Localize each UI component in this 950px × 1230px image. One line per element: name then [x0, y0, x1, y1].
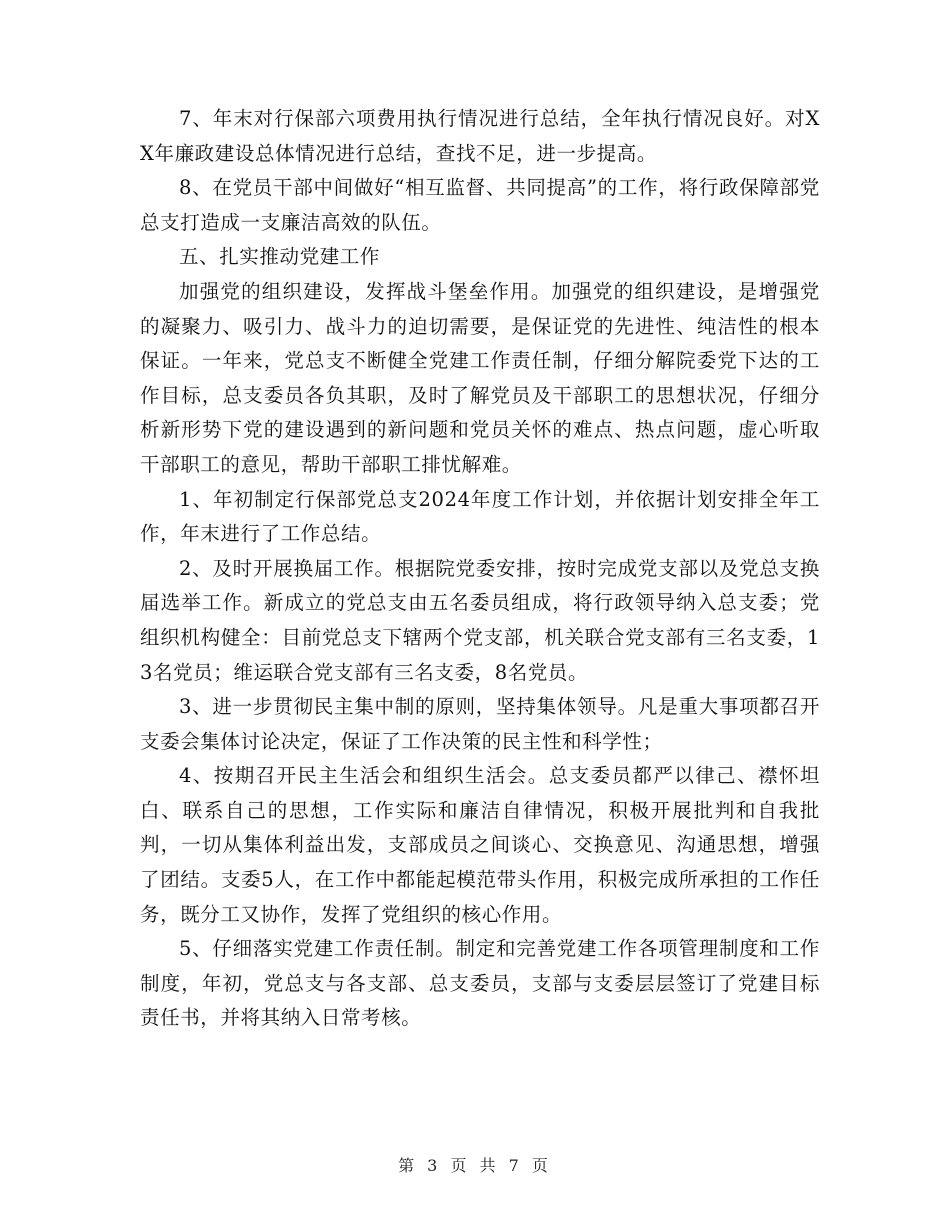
page-number-footer: 第 3 页 共 7 页	[398, 1156, 552, 1175]
paragraph-item-7: 7、年末对行保部六项费用执行情况进行总结，全年执行情况良好。对XX年廉政建设总体情况进行总结，查找不足，进一步提高。	[140, 107, 820, 165]
section-heading: 五、扎实推动党建工作	[179, 245, 381, 269]
paragraph-item-8: 8、在党员干部中间做好“相互监督、共同提高”的工作，将行政保障部党总支打造成一支廉洁高效的队伍。	[140, 176, 820, 234]
paragraph-item-1: 1、年初制定行保部党总支2024年度工作计划，并依据计划安排全年工作，年末进行了工作总结。	[140, 487, 820, 546]
paragraph-item-2: 2、及时开展换届工作。根据院党委安排，按时完成党支部以及党总支换届选举工作。新成立的党总支由五名委员组成，将行政领导纳入总支委；党组织机构健全：目前党总支下辖两个党支部，机关联合党支部有三名支委，13名党员；维运联合党支部有三名支委，8名党员。	[140, 556, 820, 684]
paragraph-intro: 加强党的组织建设，发挥战斗堡垒作用。加强党的组织建设，是增强党的凝聚力、吸引力、战斗力的迫切需要，是保证党的先进性、纯洁性的根本保证。一年来，党总支不断健全党建工作责任制，仔细分解院委党下达的工作目标，总支委员各负其职，及时了解党员及干部职工的思想状况，仔细分析新形势下党的建设遇到的新问题和党员关怀的难点、热点问题，虚心听取干部职工的意见，帮助干部职工排忧解难。	[140, 279, 820, 476]
paragraph-item-5: 5、仔细落实党建工作责任制。制定和完善党建工作各项管理制度和工作制度，年初，党总支与各支部、总支委员，支部与支委层层签订了党建目标责任书，并将其纳入日常考核。	[140, 937, 820, 1030]
paragraph-item-3: 3、进一步贯彻民主集中制的原则，坚持集体领导。凡是重大事项都召开支委会集体讨论决定，保证了工作决策的民主性和科学性；	[140, 695, 820, 753]
document-body	[140, 102, 820, 1036]
paragraph-item-4: 4、按期召开民主生活会和组织生活会。总支委员都严以律己、襟怀坦白、联系自己的思想，工作实际和廉洁自律情况，积极开展批判和自我批判，一切从集体利益出发，支部成员之间谈心、交换意见、沟通思想，增强了团结。支委5人，在工作中都能起模范带头作用，积极完成所承担的工作任务，既分工又协作，发挥了党组织的核心作用。	[140, 764, 820, 926]
